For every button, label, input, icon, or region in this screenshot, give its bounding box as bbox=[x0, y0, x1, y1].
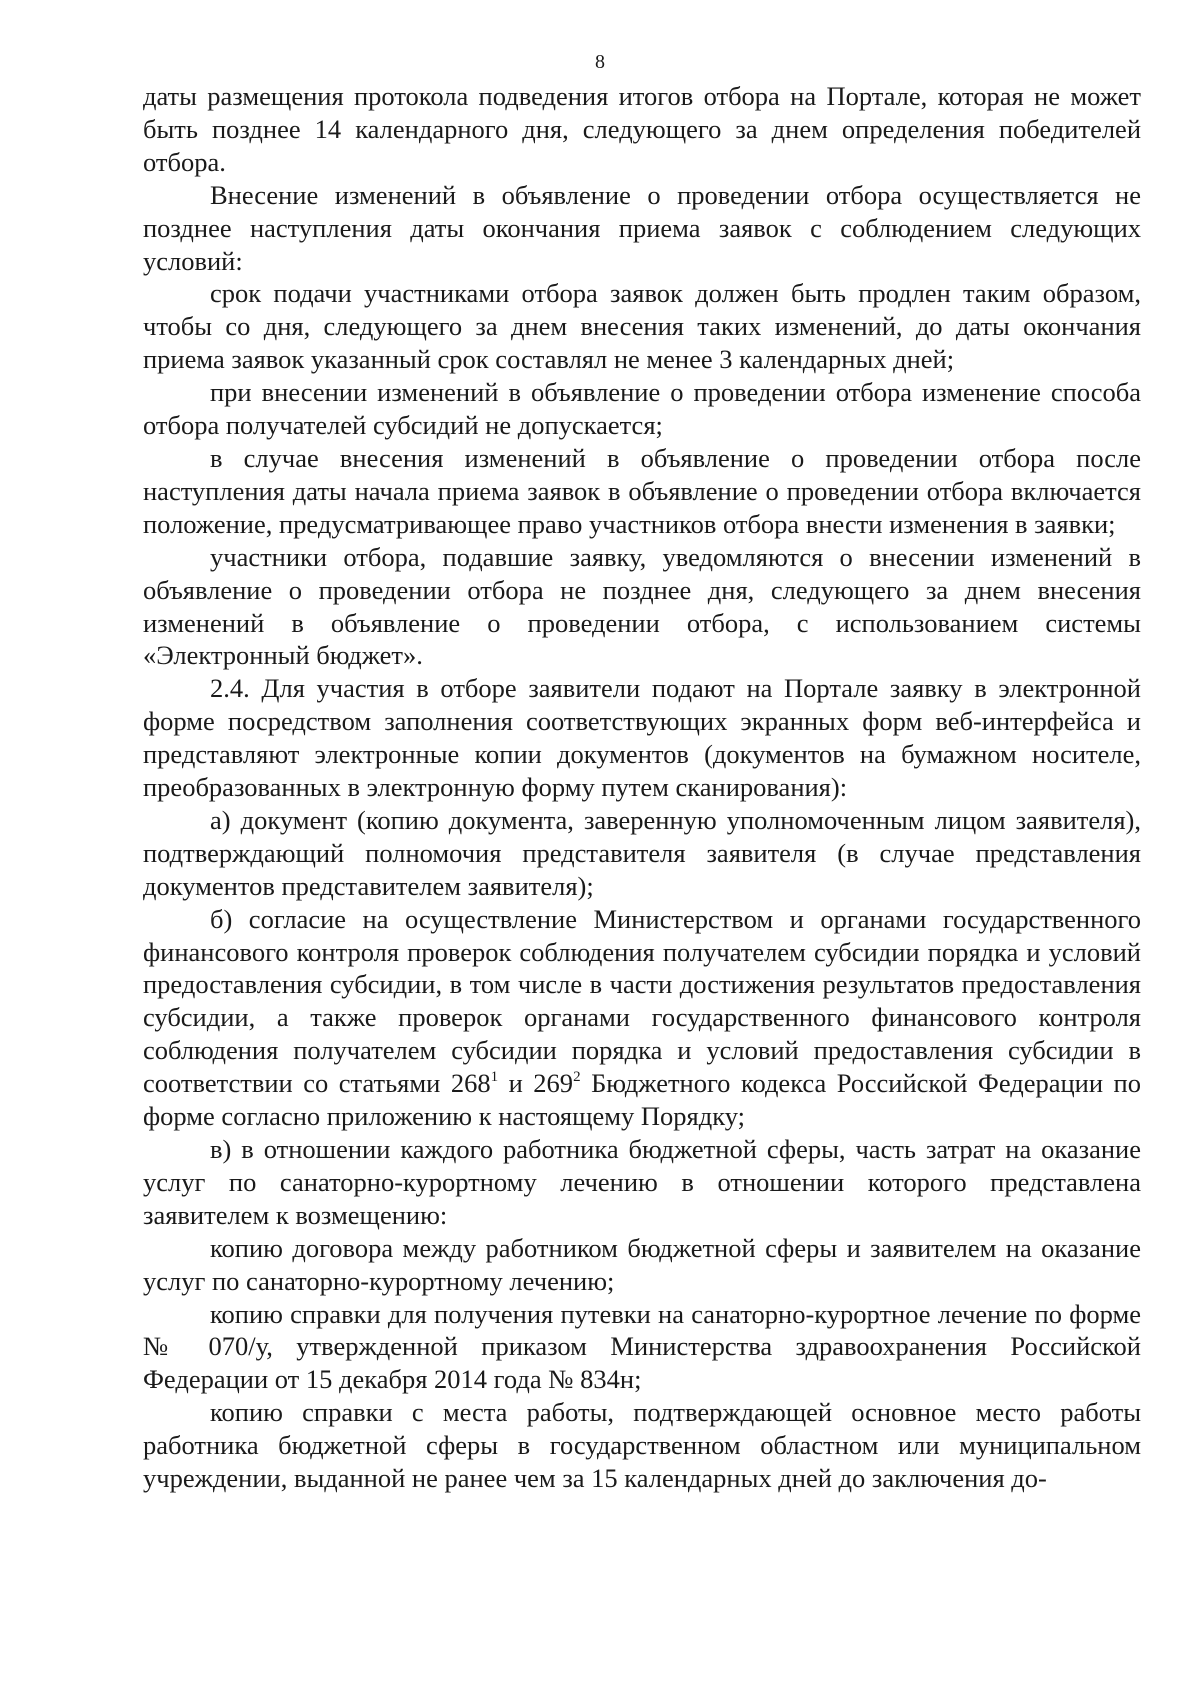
paragraph-section-2-4: 2.4. Для участия в отборе заявители подают на Портале заявку в электронной форме посредством заполнения соответствующих экранных форм веб-интерфейса и представляют электронные копии документов (документов на бумажном носителе, преобразованных в электронную форму путем сканирования): bbox=[143, 673, 1141, 803]
paragraph-voucher-certificate: копию справки для получения путевки на санаторно-курортное лечение по форме № 070/у, утвержденной приказом Министерства здравоохранения Российской Федерации от 15 декабря 2014 года № 834н; bbox=[143, 1298, 1141, 1395]
superscript-2: 2 bbox=[573, 1069, 581, 1086]
paragraph-item-a: а) документ (копию документа, заверенную уполномоченным лицом заявителя), подтверждающий полномочия представителя заявителя (в случае представления документов представителем заявителя); bbox=[143, 804, 1141, 901]
item-b-text-part1: б) согласие на осуществление Министерством и органами государственного финансового контроля проверок соблюдения получателем субсидии порядка и условий предоставления субсидии, в том числе в части достижения результатов предоставления субсидии, а также проверок органами государственного финансового контроля соблюдения получателем субсидии порядка и условий предоставления субсидии в соответствии со статьями 268 bbox=[143, 903, 1141, 1099]
paragraph-amendments-intro: Внесение изменений в объявление о проведении отбора осуществляется не позднее наступления даты окончания приема заявок с соблюдением следующих условий: bbox=[143, 179, 1141, 276]
paragraph-contract-copy: копию договора между работником бюджетной сферы и заявителем на оказание услуг по санаторно-курортному лечению; bbox=[143, 1232, 1141, 1296]
paragraph-deadline-extension: срок подачи участниками отбора заявок должен быть продлен таким образом, чтобы со дня, следующего за днем внесения таких изменений, до даты окончания приема заявок указанный срок составлял не менее 3 календарных дней; bbox=[143, 278, 1141, 375]
item-b-text-mid: и 269 bbox=[498, 1068, 574, 1099]
paragraph-item-b bbox=[143, 903, 1141, 1133]
paragraph-employment-certificate: копию справки с места работы, подтверждающей основное место работы работника бюджетной сферы в государственном областном или муниципальном учреждении, выданной не ранее чем за 15 календарных дней до заключения до- bbox=[143, 1397, 1141, 1494]
paragraph-method-unchanged: при внесении изменений в объявление о проведении отбора изменение способа отбора получателей субсидий не допускается; bbox=[143, 377, 1141, 441]
paragraph-item-v: в) в отношении каждого работника бюджетной сферы, часть затрат на оказание услуг по санаторно-курортному лечению в отношении которого представлена заявителем к возмещению: bbox=[143, 1134, 1141, 1230]
paragraph-continuation: даты размещения протокола подведения итогов отбора на Портале, которая не может быть позднее 14 календарного дня, следующего за днем определения победителей отбора. bbox=[143, 81, 1141, 177]
page-number: 8 bbox=[595, 51, 605, 73]
paragraph-participant-notice: участники отбора, подавшие заявку, уведомляются о внесении изменений в объявление о проведении отбора не позднее дня, следующего за днем внесения изменений в объявление о проведении отбора, с использованием системы «Электронный бюджет». bbox=[143, 541, 1141, 671]
superscript-1: 1 bbox=[490, 1069, 499, 1086]
document-body bbox=[143, 80, 1141, 1495]
item-b-text-part2: Бюджетного кодекса Российской Федерации по форме согласно приложению к настоящему Порядку; bbox=[143, 1068, 1141, 1132]
paragraph-right-to-amend: в случае внесения изменений в объявление о проведении отбора после наступления даты начала приема заявок в объявление о проведении отбора включается положение, предусматривающее право участников отбора внести изменения в заявки; bbox=[143, 442, 1141, 539]
